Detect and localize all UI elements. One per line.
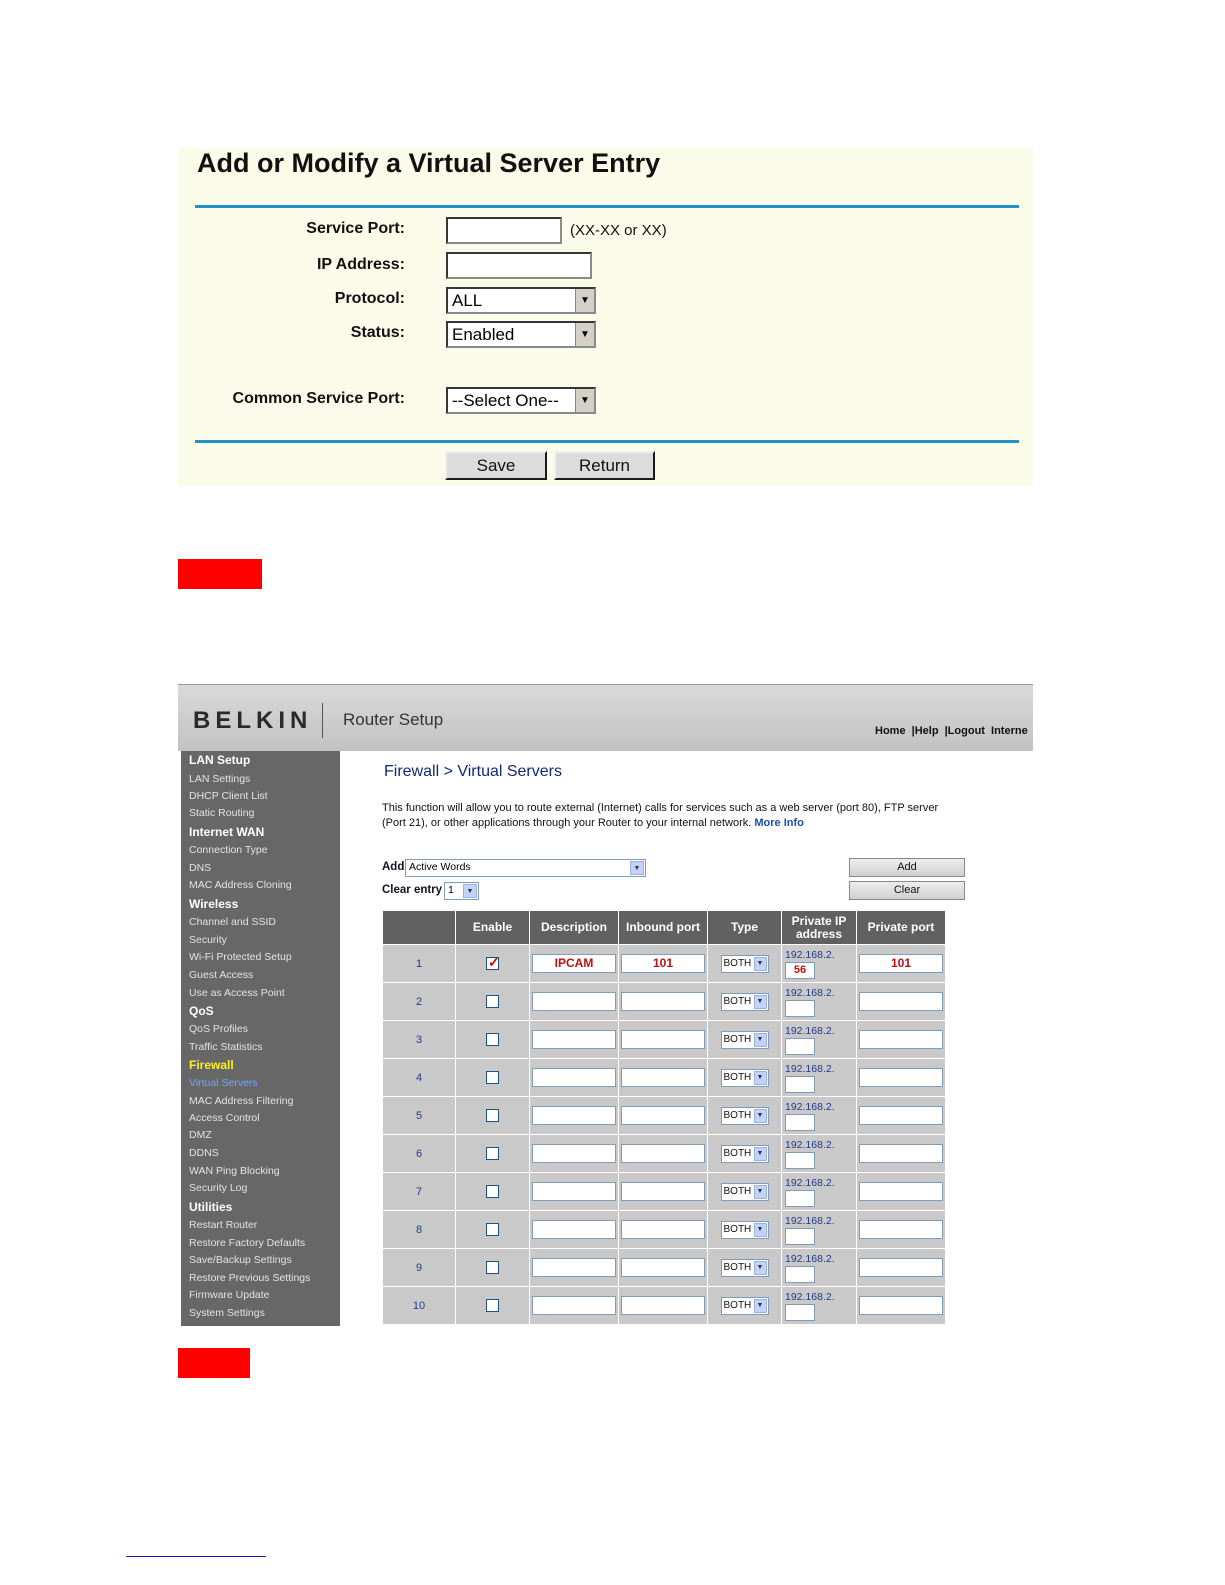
private-port-input[interactable] xyxy=(859,1182,943,1201)
sidebar-section-firewall: Firewall xyxy=(189,1058,234,1072)
private-port-cell xyxy=(857,1211,946,1249)
table-row xyxy=(383,983,946,1021)
sidebar-item-guest-access[interactable]: Guest Access xyxy=(189,969,254,981)
type-value: BOTH xyxy=(723,1261,752,1273)
type-value: BOTH xyxy=(723,1299,752,1311)
ip-last-octet-input[interactable] xyxy=(785,1228,815,1245)
inbound-port-input[interactable] xyxy=(621,992,705,1011)
enable-checkbox[interactable] xyxy=(486,1223,499,1236)
description-cell xyxy=(530,983,619,1021)
ip-prefix: 192.168.2. xyxy=(785,1252,835,1265)
sidebar-item-firmware-update[interactable]: Firmware Update xyxy=(189,1289,270,1301)
enable-cell xyxy=(456,1135,530,1173)
ip-last-octet-input[interactable] xyxy=(785,1266,815,1283)
private-ip-cell xyxy=(782,1249,857,1287)
description-input[interactable] xyxy=(532,1220,616,1239)
private-port-cell xyxy=(857,1097,946,1135)
chevron-down-icon[interactable]: ▼ xyxy=(630,861,644,875)
description-input[interactable] xyxy=(532,1030,616,1049)
sidebar-section-qos: QoS xyxy=(189,1004,214,1018)
inbound-port-input[interactable] xyxy=(621,1144,705,1163)
ip-last-octet-input[interactable] xyxy=(785,1152,815,1169)
common-service-port-select[interactable] xyxy=(446,387,596,414)
row-number: 10 xyxy=(383,1287,456,1325)
ip-last-octet-input[interactable] xyxy=(785,1304,815,1321)
inbound-port-input[interactable] xyxy=(621,1258,705,1277)
enable-checkbox[interactable] xyxy=(486,1071,499,1084)
enable-cell xyxy=(456,1211,530,1249)
sidebar-item-static-routing[interactable]: Static Routing xyxy=(189,807,255,819)
router-header xyxy=(178,684,1033,751)
sidebar-nav xyxy=(181,751,340,1326)
description-cell xyxy=(530,1211,619,1249)
sidebar-item-traffic-statistics[interactable]: Traffic Statistics xyxy=(189,1041,263,1053)
description-cell xyxy=(530,1021,619,1059)
common-service-port-label: Common Service Port: xyxy=(232,390,405,407)
private-port-input[interactable] xyxy=(859,1106,943,1125)
inbound-port-cell xyxy=(619,1059,708,1097)
chevron-down-icon[interactable]: ▼ xyxy=(754,1261,767,1275)
table-row xyxy=(383,1021,946,1059)
inbound-port-input[interactable] xyxy=(621,1068,705,1087)
inbound-port-input[interactable] xyxy=(621,1030,705,1049)
enable-checkbox[interactable] xyxy=(486,1033,499,1046)
sidebar-item-restore-previous-settings[interactable]: Restore Previous Settings xyxy=(189,1272,311,1284)
inbound-port-cell xyxy=(619,983,708,1021)
type-cell xyxy=(708,1135,782,1173)
service-port-input[interactable] xyxy=(446,217,562,244)
sidebar-item-dmz[interactable]: DMZ xyxy=(189,1129,212,1141)
type-select[interactable] xyxy=(721,1107,769,1125)
status-select[interactable] xyxy=(446,321,596,348)
inbound-port-cell xyxy=(619,1021,708,1059)
row-number: 2 xyxy=(383,983,456,1021)
inbound-port-input[interactable]: 101 xyxy=(621,954,705,973)
type-cell xyxy=(708,1287,782,1325)
nav-link-home[interactable]: Home xyxy=(875,725,906,737)
save-button[interactable]: Save xyxy=(445,451,547,480)
nav-link-internet[interactable]: Interne xyxy=(991,725,1028,737)
enable-checkbox[interactable] xyxy=(486,1299,499,1312)
type-select[interactable] xyxy=(721,1183,769,1201)
private-ip-cell xyxy=(782,983,857,1021)
ip-prefix: 192.168.2. xyxy=(785,986,835,999)
form-title: Add or Modify a Virtual Server Entry xyxy=(197,148,661,178)
divider-top xyxy=(195,205,1019,208)
private-port-input[interactable]: 101 xyxy=(859,954,943,973)
type-cell xyxy=(708,1059,782,1097)
sidebar-item-virtual-servers[interactable]: Virtual Servers xyxy=(189,1077,258,1089)
virtual-server-form-panel xyxy=(178,148,1033,486)
description-input[interactable]: IPCAM xyxy=(532,954,616,973)
table-header-row xyxy=(383,911,946,945)
divider-bottom xyxy=(195,440,1019,443)
sidebar-item-use-as-access-point[interactable]: Use as Access Point xyxy=(189,987,285,999)
sidebar-item-wan-ping-blocking[interactable]: WAN Ping Blocking xyxy=(189,1165,280,1177)
private-port-cell xyxy=(857,1135,946,1173)
top-nav-links xyxy=(875,725,1031,737)
add-label: Add xyxy=(382,861,405,873)
table-row xyxy=(383,1135,946,1173)
ip-last-octet-input[interactable]: 56 xyxy=(785,962,815,979)
sidebar-item-wi-fi-protected-setup[interactable]: Wi-Fi Protected Setup xyxy=(189,951,292,963)
chevron-down-icon[interactable]: ▼ xyxy=(754,957,767,971)
type-cell xyxy=(708,1097,782,1135)
chevron-down-icon[interactable]: ▼ xyxy=(575,289,594,312)
sidebar-section-utilities: Utilities xyxy=(189,1200,233,1214)
private-port-cell xyxy=(857,1173,946,1211)
sidebar-section-internet-wan: Internet WAN xyxy=(189,825,265,839)
private-port-input[interactable] xyxy=(859,992,943,1011)
private-ip-cell xyxy=(782,1021,857,1059)
footnote-rule xyxy=(126,1556,266,1557)
clear-entry-value: 1 xyxy=(448,884,454,896)
sidebar-item-access-control[interactable]: Access Control xyxy=(189,1112,260,1124)
inbound-port-input[interactable] xyxy=(621,1220,705,1239)
virtual-servers-table xyxy=(382,910,946,1325)
inbound-port-cell xyxy=(619,1249,708,1287)
sidebar-item-save-backup-settings[interactable]: Save/Backup Settings xyxy=(189,1254,292,1266)
table-row xyxy=(383,1173,946,1211)
sidebar-item-security[interactable]: Security xyxy=(189,934,227,946)
sidebar-item-connection-type[interactable]: Connection Type xyxy=(189,844,268,856)
private-ip-cell xyxy=(782,945,857,983)
table-row xyxy=(383,1211,946,1249)
private-port-cell xyxy=(857,945,946,983)
private-port-input[interactable] xyxy=(859,1258,943,1277)
table-row xyxy=(383,1059,946,1097)
row-number: 1 xyxy=(383,945,456,983)
enable-cell xyxy=(456,983,530,1021)
description-input[interactable] xyxy=(532,1106,616,1125)
row-number: 9 xyxy=(383,1249,456,1287)
inbound-port-cell xyxy=(619,1173,708,1211)
private-port-cell xyxy=(857,983,946,1021)
row-number: 7 xyxy=(383,1173,456,1211)
inbound-port-cell xyxy=(619,945,708,983)
sidebar-item-restart-router[interactable]: Restart Router xyxy=(189,1219,258,1231)
ip-last-octet-input[interactable] xyxy=(785,1038,815,1055)
type-value: BOTH xyxy=(723,1147,752,1159)
row-number: 4 xyxy=(383,1059,456,1097)
description-cell xyxy=(530,1249,619,1287)
inbound-port-input[interactable] xyxy=(621,1296,705,1315)
type-cell xyxy=(708,983,782,1021)
enable-cell xyxy=(456,1097,530,1135)
sidebar-item-dns[interactable]: DNS xyxy=(189,862,212,874)
sidebar-item-lan-settings[interactable]: LAN Settings xyxy=(189,773,251,785)
type-cell xyxy=(708,1021,782,1059)
type-select[interactable] xyxy=(721,993,769,1011)
header-inbound-port: Inbound port xyxy=(619,911,708,945)
inbound-port-cell xyxy=(619,1097,708,1135)
header-number xyxy=(383,911,456,945)
belkin-logo: BELKIN xyxy=(193,707,313,734)
ip-prefix: 192.168.2. xyxy=(785,1062,835,1075)
type-value: BOTH xyxy=(723,995,752,1007)
type-cell xyxy=(708,945,782,983)
type-value: BOTH xyxy=(723,1223,752,1235)
type-value: BOTH xyxy=(723,1071,752,1083)
enable-cell xyxy=(456,945,530,983)
private-ip-cell xyxy=(782,1097,857,1135)
row-number: 3 xyxy=(383,1021,456,1059)
redacted-red-block xyxy=(178,559,262,589)
private-ip-cell xyxy=(782,1287,857,1325)
more-info-link[interactable]: More Info xyxy=(754,817,804,829)
enable-checkbox[interactable] xyxy=(486,1185,499,1198)
chevron-down-icon[interactable]: ▼ xyxy=(754,1109,767,1123)
private-ip-cell xyxy=(782,1173,857,1211)
protocol-select[interactable] xyxy=(446,287,596,314)
description-cell xyxy=(530,1287,619,1325)
ip-prefix: 192.168.2. xyxy=(785,1214,835,1227)
type-value: BOTH xyxy=(723,1185,752,1197)
ip-last-octet-input[interactable] xyxy=(785,1076,815,1093)
type-value: BOTH xyxy=(723,957,752,969)
header-enable: Enable xyxy=(456,911,530,945)
enable-checkbox[interactable] xyxy=(486,1147,499,1160)
enable-cell xyxy=(456,1287,530,1325)
header-type: Type xyxy=(708,911,782,945)
description-input[interactable] xyxy=(532,1182,616,1201)
add-button[interactable]: Add xyxy=(849,858,965,877)
private-port-cell xyxy=(857,1021,946,1059)
table-row xyxy=(383,1097,946,1135)
return-button[interactable]: Return xyxy=(554,451,655,480)
row-number: 8 xyxy=(383,1211,456,1249)
type-select[interactable] xyxy=(721,955,769,973)
sidebar-item-ddns[interactable]: DDNS xyxy=(189,1147,219,1159)
clear-entry-label: Clear entry xyxy=(382,884,443,896)
description-input[interactable] xyxy=(532,1068,616,1087)
add-service-value: Active Words xyxy=(409,861,471,873)
table-row xyxy=(383,1287,946,1325)
enable-checkbox[interactable] xyxy=(486,1109,499,1122)
type-cell xyxy=(708,1249,782,1287)
app-title: Router Setup xyxy=(343,710,444,729)
description-text: This function will allow you to route external (Internet) calls for services such as a web server (port 80), FTP server (Port 21), or other applications through your Router to your internal network. xyxy=(382,802,939,829)
description-input[interactable] xyxy=(532,1144,616,1163)
status-label: Status: xyxy=(350,324,405,341)
clear-entry-select[interactable] xyxy=(444,882,479,900)
description-input[interactable] xyxy=(532,992,616,1011)
private-port-input[interactable] xyxy=(859,1296,943,1315)
sidebar-item-dhcp-client-list[interactable]: DHCP Client List xyxy=(189,790,268,802)
enable-checkbox[interactable] xyxy=(486,957,499,970)
header-separator xyxy=(322,703,323,738)
ip-address-input[interactable] xyxy=(446,252,592,279)
inbound-port-input[interactable] xyxy=(621,1106,705,1125)
description-cell xyxy=(530,1135,619,1173)
description-cell xyxy=(530,1059,619,1097)
belkin-router-screenshot xyxy=(178,684,1033,1326)
private-ip-cell xyxy=(782,1059,857,1097)
table-row xyxy=(383,1249,946,1287)
type-select[interactable] xyxy=(721,1297,769,1315)
enable-cell xyxy=(456,1249,530,1287)
enable-cell xyxy=(456,1059,530,1097)
row-number: 6 xyxy=(383,1135,456,1173)
sidebar-section-lan-setup: LAN Setup xyxy=(189,753,251,767)
ip-last-octet-input[interactable] xyxy=(785,1000,815,1017)
protocol-value: ALL xyxy=(452,291,483,310)
redacted-red-block xyxy=(178,1348,250,1378)
chevron-down-icon[interactable]: ▼ xyxy=(754,1223,767,1237)
chevron-down-icon[interactable]: ▼ xyxy=(575,323,594,346)
chevron-down-icon[interactable]: ▼ xyxy=(754,1071,767,1085)
private-port-input[interactable] xyxy=(859,1030,943,1049)
sidebar-section-wireless: Wireless xyxy=(189,897,239,911)
private-ip-cell xyxy=(782,1135,857,1173)
protocol-label: Protocol: xyxy=(334,290,405,307)
ip-prefix: 192.168.2. xyxy=(785,948,835,961)
chevron-down-icon[interactable]: ▼ xyxy=(754,1033,767,1047)
private-port-cell xyxy=(857,1287,946,1325)
private-port-cell xyxy=(857,1249,946,1287)
chevron-down-icon[interactable]: ▼ xyxy=(575,389,594,412)
inbound-port-cell xyxy=(619,1287,708,1325)
sidebar-item-qos-profiles[interactable]: QoS Profiles xyxy=(189,1023,248,1035)
service-port-hint: (XX-XX or XX) xyxy=(570,222,667,239)
description-cell xyxy=(530,945,619,983)
enable-cell xyxy=(456,1173,530,1211)
private-port-input[interactable] xyxy=(859,1144,943,1163)
nav-link-logout[interactable]: |Logout xyxy=(944,725,985,737)
type-cell xyxy=(708,1173,782,1211)
page-title: Firewall > Virtual Servers xyxy=(384,763,562,780)
ip-prefix: 192.168.2. xyxy=(785,1176,835,1189)
header-private-port: Private port xyxy=(857,911,946,945)
ip-last-octet-input[interactable] xyxy=(785,1114,815,1131)
description-cell xyxy=(530,1173,619,1211)
sidebar-item-system-settings[interactable]: System Settings xyxy=(189,1307,265,1319)
type-cell xyxy=(708,1211,782,1249)
enable-checkbox[interactable] xyxy=(486,995,499,1008)
ip-prefix: 192.168.2. xyxy=(785,1138,835,1151)
clear-button[interactable]: Clear xyxy=(849,881,965,900)
type-select[interactable] xyxy=(721,1259,769,1277)
status-value: Enabled xyxy=(452,325,515,344)
inbound-port-cell xyxy=(619,1135,708,1173)
type-value: BOTH xyxy=(723,1033,752,1045)
type-select[interactable] xyxy=(721,1221,769,1239)
chevron-down-icon[interactable]: ▼ xyxy=(754,1147,767,1161)
chevron-down-icon[interactable]: ▼ xyxy=(754,1185,767,1199)
type-select[interactable] xyxy=(721,1069,769,1087)
type-select[interactable] xyxy=(721,1145,769,1163)
inbound-port-input[interactable] xyxy=(621,1182,705,1201)
sidebar-item-mac-address-cloning[interactable]: MAC Address Cloning xyxy=(189,879,292,891)
private-port-cell xyxy=(857,1059,946,1097)
sidebar-item-restore-factory-defaults[interactable]: Restore Factory Defaults xyxy=(189,1237,306,1249)
row-number: 5 xyxy=(383,1097,456,1135)
service-port-label: Service Port: xyxy=(306,220,405,237)
ip-last-octet-input[interactable] xyxy=(785,1190,815,1207)
common-service-port-value: --Select One-- xyxy=(452,391,559,410)
chevron-down-icon[interactable]: ▼ xyxy=(754,995,767,1009)
ip-address-label: IP Address: xyxy=(316,256,405,273)
ip-prefix: 192.168.2. xyxy=(785,1290,835,1303)
chevron-down-icon[interactable]: ▼ xyxy=(754,1299,767,1313)
header-private-ip: Private IP address xyxy=(782,911,857,945)
ip-prefix: 192.168.2. xyxy=(785,1024,835,1037)
sidebar-item-channel-and-ssid[interactable]: Channel and SSID xyxy=(189,916,276,928)
add-service-select[interactable] xyxy=(405,859,646,877)
ip-prefix: 192.168.2. xyxy=(785,1100,835,1113)
description-cell xyxy=(530,1097,619,1135)
inbound-port-cell xyxy=(619,1211,708,1249)
nav-link-help[interactable]: |Help xyxy=(911,725,939,737)
header-description: Description xyxy=(530,911,619,945)
private-port-input[interactable] xyxy=(859,1068,943,1087)
sidebar-item-security-log[interactable]: Security Log xyxy=(189,1182,248,1194)
page-description xyxy=(382,801,962,831)
chevron-down-icon[interactable]: ▼ xyxy=(463,884,477,898)
private-port-input[interactable] xyxy=(859,1220,943,1239)
type-value: BOTH xyxy=(723,1109,752,1121)
table-row xyxy=(383,945,946,983)
enable-cell xyxy=(456,1021,530,1059)
sidebar-item-mac-address-filtering[interactable]: MAC Address Filtering xyxy=(189,1095,294,1107)
description-input[interactable] xyxy=(532,1258,616,1277)
description-input[interactable] xyxy=(532,1296,616,1315)
enable-checkbox[interactable] xyxy=(486,1261,499,1274)
private-ip-cell xyxy=(782,1211,857,1249)
type-select[interactable] xyxy=(721,1031,769,1049)
